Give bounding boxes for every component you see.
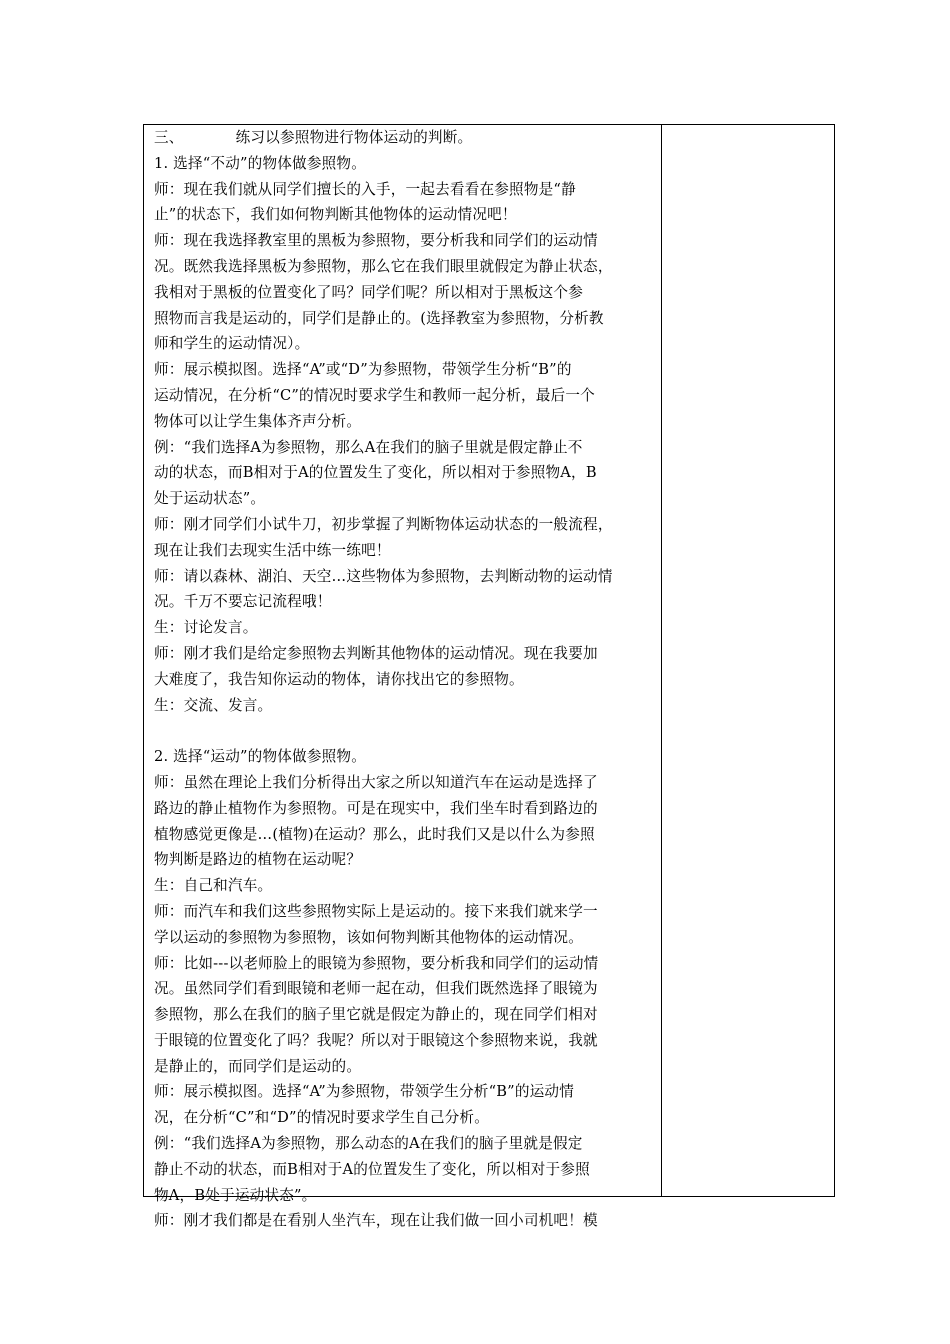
text-line: 况。千万不要忘记流程哦！	[154, 593, 332, 611]
text-line: 生：讨论发言。	[154, 619, 258, 637]
text-line: 于眼镜的位置变化了吗？我呢？所以对于眼镜这个参照物来说，我就	[154, 1031, 598, 1049]
text-line: 路边的静止植物作为参照物。可是在现实中，我们坐车时看到路边的	[154, 799, 598, 817]
text-line: 参照物，那么在我们的脑子里它就是假定为静止的，现在同学们相对	[154, 1006, 598, 1024]
text-line: 师：刚才同学们小试牛刀，初步掌握了判断物体运动状态的一般流程，	[154, 515, 613, 533]
text-line: 1. 选择“不动”的物体做参照物。	[154, 154, 367, 172]
text-line: 生：自己和汽车。	[154, 877, 273, 895]
text-line: 物判断是路边的植物在运动呢？	[154, 851, 362, 869]
text-line: 师：现在我选择教室里的黑板为参照物，要分析我和同学们的运动情	[154, 232, 598, 250]
text-line: 师：虽然在理论上我们分析得出大家之所以知道汽车在运动是选择了	[154, 773, 598, 791]
text-line: 况。虽然同学们看到眼镜和老师一起在动，但我们既然选择了眼镜为	[154, 980, 598, 998]
blank-line	[154, 718, 654, 744]
text-line: 师：刚才我们是给定参照物去判断其他物体的运动情况。现在我要加	[154, 644, 598, 662]
notes-cell	[662, 125, 834, 1196]
lesson-plan-table	[143, 124, 835, 1230]
text-line: 物A，B处于运动状态”。	[154, 1186, 317, 1204]
text-line: 师和学生的运动情况）。	[154, 335, 310, 353]
text-line: 生：交流、发言。	[154, 696, 273, 714]
text-line: 是静止的，而同学们是运动的。	[154, 1057, 362, 1075]
text-line: 况。既然我选择黑板为参照物，那么它在我们眼里就假定为静止状态，	[154, 257, 613, 275]
text-line: 运动情况，在分析“C”的情况时要求学生和教师一起分析，最后一个	[154, 386, 595, 404]
section-heading	[154, 125, 654, 151]
text-line: 我相对于黑板的位置变化了吗？同学们呢？所以相对于黑板这个参	[154, 283, 584, 301]
text-line: 照物而言我是运动的，同学们是静止的。(选择教室为参照物，分析教	[154, 309, 604, 327]
text-line: 师：比如---以老师脸上的眼镜为参照物，要分析我和同学们的运动情	[154, 954, 599, 972]
content-lines	[154, 151, 654, 1234]
text-line: 况，在分析“C”和“D”的情况时要求学生自己分析。	[154, 1109, 489, 1127]
text-line: 物体可以让学生集体齐声分析。	[154, 412, 362, 430]
text-line: 师：现在我们就从同学们擅长的入手，一起去看看在参照物是“静	[154, 180, 576, 198]
section-number: 三、	[154, 129, 184, 146]
text-line: 学以运动的参照物为参照物，该如何物判断其他物体的运动情况。	[154, 928, 584, 946]
text-line: 静止不动的状态，而B相对于A的位置发生了变化，所以相对于参照	[154, 1160, 590, 1178]
text-line: 师：而汽车和我们这些参照物实际上是运动的。接下来我们就来学一	[154, 902, 598, 920]
text-line: 2. 选择“运动”的物体做参照物。	[154, 748, 367, 766]
text-line: 师：刚才我们都是在看别人坐汽车，现在让我们做一回小司机吧！模	[154, 1212, 598, 1230]
text-line: 师：请以森林、湖泊、天空…这些物体为参照物，去判断动物的运动情	[154, 567, 613, 585]
text-line: 植物感觉更像是…(植物)在运动？那么，此时我们又是以什么为参照	[154, 825, 595, 843]
text-line: 大难度了，我告知你运动的物体，请你找出它的参照物。	[154, 670, 524, 688]
section-title: 练习以参照物进行物体运动的判断。	[235, 129, 473, 146]
text-line: 师：展示模拟图。选择“A”为参照物，带领学生分析“B”的运动情	[154, 1083, 575, 1101]
lesson-content-cell	[154, 125, 654, 1234]
text-line: 例：“我们选择A为参照物，那么A在我们的脑子里就是假定静止不	[154, 438, 583, 456]
text-line: 例：“我们选择A为参照物，那么动态的A在我们的脑子里就是假定	[154, 1135, 583, 1153]
text-line: 师：展示模拟图。选择“A”或“D”为参照物，带领学生分析“B”的	[154, 361, 572, 379]
text-line: 动的状态，而B相对于A的位置发生了变化，所以相对于参照物A，B	[154, 464, 597, 482]
text-line: 处于运动状态”。	[154, 490, 266, 508]
text-line: 现在让我们去现实生活中练一练吧！	[154, 541, 391, 559]
text-line: 止”的状态下，我们如何物判断其他物体的运动情况吧！	[154, 206, 517, 224]
